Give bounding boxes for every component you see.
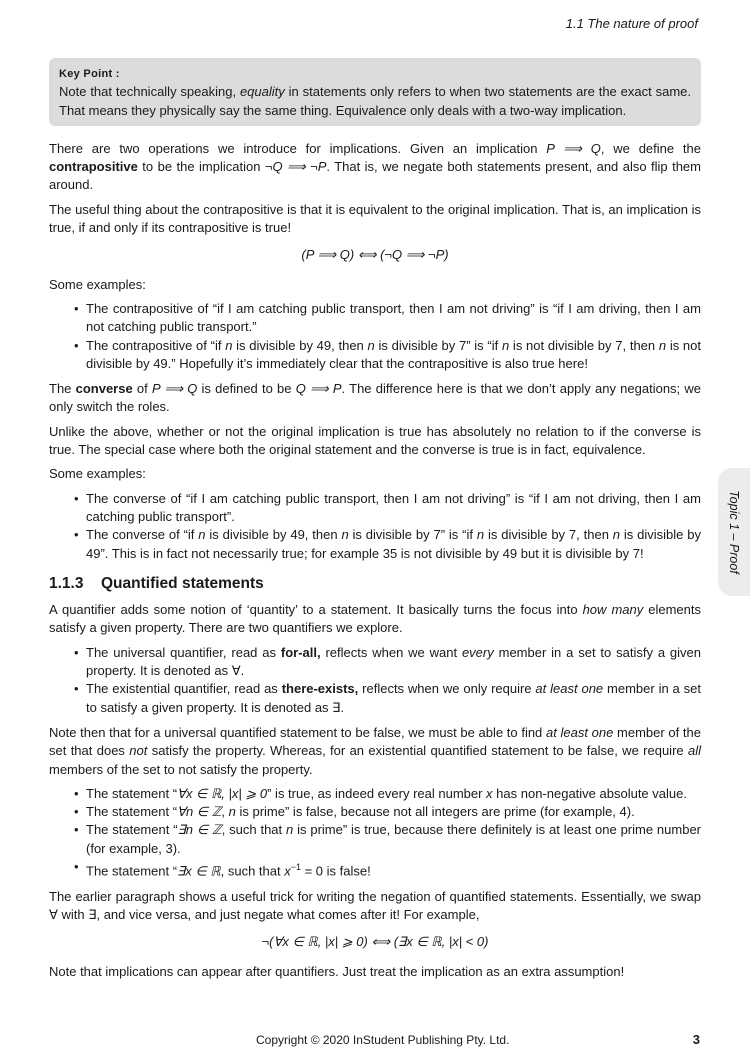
key-point-label: Key Point : [59,68,120,80]
list-item: • The statement “∀n ∈ ℤ, n is prime” is false, because not all integers are prime (for example, 4). [86,803,701,821]
equation-negation: ¬(∀x ∈ ℝ, |x| ⩾ 0) ⟺ (∃x ∈ ℝ, |x| < 0) [261,934,489,950]
list-item: • The contrapositive of “if I am catching public transport, then I am not driving” is “if I am driving, then I am not catching public transport.” [86,300,701,337]
quantifiers-list [49,644,701,717]
paragraph-negation-trick: The earlier paragraph shows a useful trick for writing the negation of quantified statements. Essentially, we swap ∀ with ∃, and vice versa, and just negate what comes after it! For example, [49,888,701,922]
key-point-box [49,58,701,126]
topic-side-tab-label: Topic 1 – Proof [727,490,741,574]
section-heading [49,575,701,593]
section-title: Quantified statements [101,574,264,592]
copyright-notice: Copyright © 2020 InStudent Publishing Pty. Ltd. [256,1033,510,1047]
page-number: 3 [692,1032,700,1047]
running-header: 1.1 The nature of proof [565,16,698,31]
paragraph-contrapositive-definition: There are two operations we introduce for implications. Given an implication P ⟹ Q, we define the contrapositive to be the implication ¬Q ⟹ ¬P. That is, we negate both statements present, and also flip them around. [49,140,702,193]
paragraph-quantifier-falsity: Note then that for a universal quantified statement to be false, we must be able to find at least one member of the set that does not satisfy the property. Whereas, for an existential quantified statement to be false, we require all members of the set to not satisfy the property. [49,724,702,777]
topic-side-tab[interactable] [718,468,750,596]
quantified-statements-list [49,785,701,881]
list-item: • The contrapositive of “if n is divisible by 49, then n is divisible by 7” is “if n is not divisible by 7, then n is not divisible by 49.” Hopefully it’s immediately clear that the contrapositive is also true here! [86,337,701,374]
list-item: • The statement “∀x ∈ ℝ, |x| ⩾ 0” is true, as indeed every real number x has non-negative absolute value. [86,785,701,803]
paragraph-converse-definition: The converse of P ⟹ Q is defined to be Q ⟹ P. The difference here is that we don’t apply any negations; we only switch the roles. [49,381,701,415]
equation-contrapositive: (P ⟹ Q) ⟺ (¬Q ⟹ ¬P) [301,247,449,263]
paragraph-converse-relation: Unlike the above, whether or not the original implication is true has absolutely no relation to if the converse is true. The special case where both the original statement and the converse is true is in fact, equivalence. [49,423,701,458]
list-item: • The statement “∃x ∈ ℝ, such that $x^{-1} = 0$ is false! [86,858,701,881]
converse-examples-list [49,490,701,563]
page-content [49,58,701,987]
list-item: • The statement “∃n ∈ ℤ, such that n is prime” is true, because there definitely is at least one prime number (for example, 3). [86,821,701,858]
section-number: 1.1.3 [49,574,84,592]
contrapositive-examples-list [49,300,701,373]
key-point-text: Note that technically speaking, equality in statements only refers to when two statements are the exact same. That means they physically say the same thing. Equivalence only deals with a two-way implication. [59,84,691,118]
examples-label: Some examples: [49,276,146,292]
examples-label: Some examples: [49,466,146,482]
list-item: • The universal quantifier, read as for-all, reflects when we want every member in a set to satisfy a given property. It is denoted as ∀. [86,644,701,681]
paragraph-quantifier-intro: A quantifier adds some notion of ‘quantity’ to a statement. It basically turns the focus into how many elements satisfy a given property. There are two quantifiers we explore. [49,602,701,636]
paragraph-implications-quantifiers: Note that implications can appear after quantifiers. Just treat the implication as an extra assumption! [49,963,625,979]
list-item: • The converse of “if n is divisible by 49, then n is divisible by 7” is “if n is divisible by 7, then n is divisible by 49”. This is in fact not necessarily true; for example 35 is not divisible by 49 but it is divisible by 7! [86,526,701,563]
paragraph-contrapositive-equivalence: The useful thing about the contrapositive is that it is equivalent to the original implication. That is, an implication is true, if and only if its contrapositive is true! [49,201,701,236]
list-item: • The converse of “if I am catching public transport, then I am not driving” is “if I am not driving, then I am catching public transport”. [86,490,701,527]
list-item: • The existential quantifier, read as there-exists, reflects when we only require at least one member in a set to satisfy a given property. It is denoted as ∃. [86,680,701,717]
